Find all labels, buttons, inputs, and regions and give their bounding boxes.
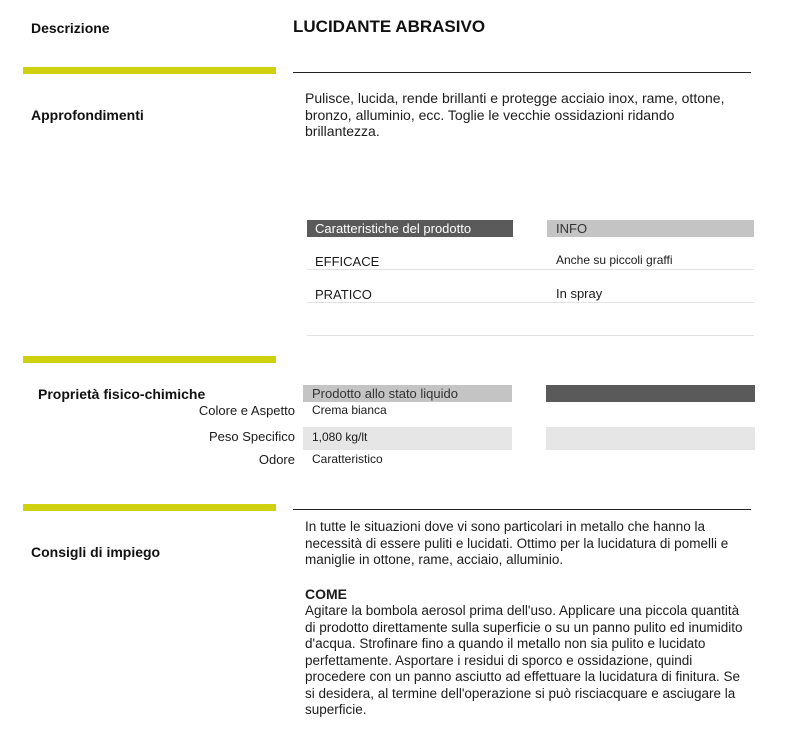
table-row-separator	[307, 335, 754, 336]
section-label-consigli: Consigli di impiego	[31, 544, 161, 560]
section-label-approfondimenti: Approfondimenti	[31, 107, 144, 123]
section-label-proprieta: Proprietà fisico-chimiche	[38, 386, 206, 402]
property-label: Colore e Aspetto	[198, 403, 295, 418]
characteristic-info: In spray	[556, 286, 603, 301]
table-row-separator	[307, 269, 754, 270]
usage-how-text: Agitare la bombola aerosol prima dell'uso. Applicare una piccola quantità di prodotto direttamente sulla superficie o su un panno pulito ed inumidito d'acqua. Strofinare fino a quando il metallo non sia pulito e lucidato perfettamente. Asportare i residui di sporco e ossidazione, quindi procedere con un panno asciutto ad effettuare la lucidatura di finitura. Se si desidera, al termine dell'operazione si può risciacquare e asciugare la superficie.	[305, 603, 743, 717]
product-title: LUCIDANTE ABRASIVO	[293, 17, 486, 36]
table-row-separator	[307, 302, 754, 303]
accent-bar	[23, 67, 276, 74]
usage-how-title: COME	[305, 586, 347, 602]
state-header: Prodotto allo stato liquido	[303, 385, 512, 402]
property-value: 1,080 kg/lt	[312, 430, 368, 444]
property-value: Caratteristico	[312, 452, 383, 466]
property-row-bg	[546, 427, 755, 450]
usage-intro: In tutte le situazioni dove vi sono particolari in metallo che hanno la necessità di essere puliti e lucidati. Ottimo per la lucidatura di pomelli e maniglie in ottone, rame, acciaio, alluminio.	[305, 519, 729, 567]
info-header: INFO	[547, 220, 754, 237]
section-label-descrizione: Descrizione	[31, 20, 110, 36]
divider-line	[293, 72, 751, 73]
accent-bar	[23, 356, 276, 363]
characteristic-info: Anche su piccoli graffi	[556, 253, 673, 267]
product-description: Pulisce, lucida, rende brillanti e protegge acciaio inox, rame, ottone, bronzo, alluminio, ecc. Toglie le vecchie ossidazioni ridando brillantezza.	[305, 90, 725, 139]
property-value: Crema bianca	[312, 403, 387, 417]
characteristic-name: EFFICACE	[315, 254, 380, 269]
property-label: Odore	[258, 452, 295, 467]
characteristics-header: Caratteristiche del prodotto	[307, 220, 513, 237]
accent-bar	[23, 504, 276, 511]
state-header-dark-cell	[546, 385, 755, 402]
characteristic-name: PRATICO	[315, 287, 372, 302]
property-label: Peso Specifico	[209, 429, 295, 444]
divider-line	[293, 509, 751, 510]
